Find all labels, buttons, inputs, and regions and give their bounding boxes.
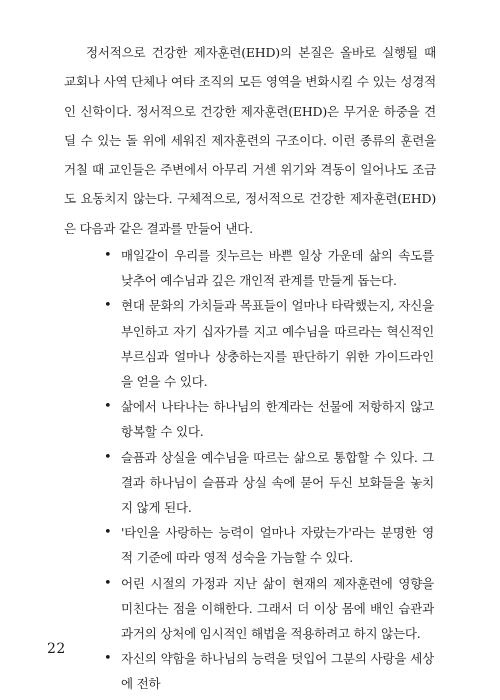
page-number: 22 (47, 641, 66, 657)
bullet-item: • 슬픔과 상실을 예수님을 따르는 삶으로 통합할 수 있다. 그 결과 하나님이 슬픔과 상실 속에 묻어 두신 보화들을 놓치지 않게 된다. (104, 445, 434, 521)
bullet-item: • 어린 시절의 가정과 지난 삶이 현재의 제자훈련에 영향을 미친다는 점을 이해한다. 그래서 더 이상 몸에 배인 습관과 과거의 상처에 임시적인 해법을 적용하려고 하지 않는다. (104, 571, 434, 647)
bullet-item: • 매일같이 우리를 짓누르는 바쁜 일상 가운데 삶의 속도를 낮추어 예수님과 깊은 개인적 관계를 만들게 돕는다. (104, 243, 434, 293)
bullet-list (104, 243, 434, 697)
intro-paragraph: 정서적으로 건강한 제자훈련(EHD)의 본질은 올바로 실행될 때 교회나 사역 단체나 여타 조직의 모든 영역을 변화시킬 수 있는 성경적인 신학이다. 정서적으로 건강한 제자훈련(EHD)은 무거운 하중을 견딜 수 있는 돌 위에 세워진 제자훈련의 구조이다. 이런 종류의 훈련을 거칠 때 교인들은 주변에서 아무리 거센 위기와 격동이 일어나도 조금도 요동치지 않는다. 구체적으로, 정서적으로 건강한 제자훈련(EHD)은 다음과 같은 결과를 만들어 낸다. (64, 45, 436, 236)
bullet-item: • 자신의 약함을 하나님의 능력을 덧입어 그분의 사랑을 세상에 전하 (104, 646, 434, 696)
bullet-item: • 현대 문화의 가치들과 목표들이 얼마나 타락했는지, 자신을 부인하고 자기 십자가를 지고 예수님을 따르라는 혁신적인 부르심과 얼마나 상충하는지를 판단하기 위한 가이드라인을 얻을 수 있다. (104, 293, 434, 394)
bullet-item: • 삶에서 나타나는 하나님의 한계라는 선물에 저항하지 않고 항복할 수 있다. (104, 394, 434, 444)
bullet-item: • '타인을 사랑하는 능력이 얼마나 자랐는가'라는 분명한 영적 기준에 따라 영적 성숙을 가늠할 수 있다. (104, 520, 434, 570)
